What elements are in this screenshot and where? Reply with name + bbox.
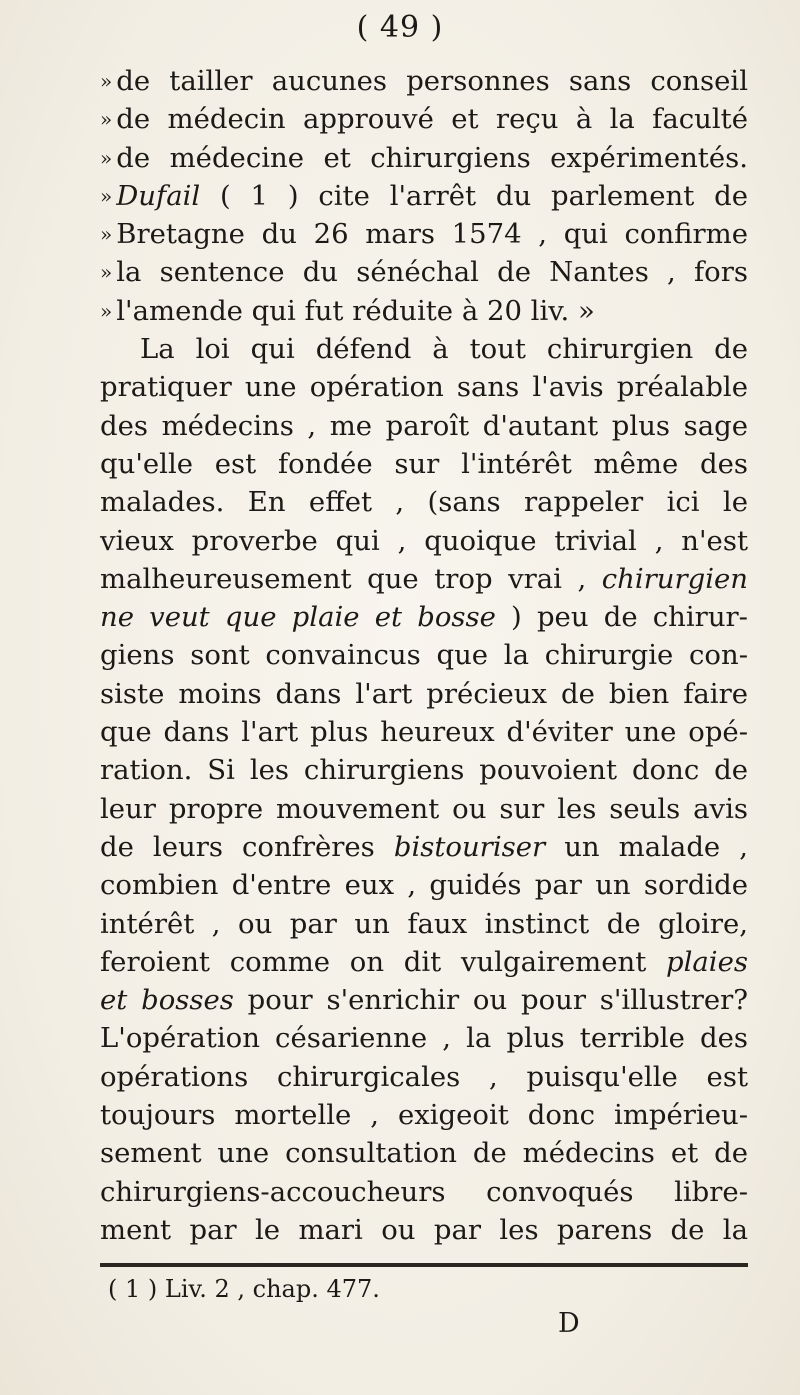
- line-text: et bosses pour s'enrichir ou pour s'illustrer?: [100, 984, 749, 1017]
- line-text: ration. Si les chirurgiens pouvoient donc de: [100, 754, 748, 787]
- line-text: que dans l'art plus heureux d'éviter une opé-: [100, 716, 748, 749]
- text-line: [100, 368, 748, 406]
- text-line: [100, 560, 748, 598]
- text-line: [100, 253, 748, 291]
- text-line: [100, 292, 748, 330]
- text-line: [100, 866, 748, 904]
- quote-mark: »: [100, 298, 113, 323]
- text-line: [100, 1058, 748, 1096]
- line-text: leur propre mouvement ou sur les seuls avis: [100, 792, 748, 825]
- line-text: qu'elle est fondée sur l'intérêt même des: [100, 447, 748, 480]
- line-text: La loi qui défend à tout chirurgien de: [140, 333, 748, 366]
- line-text: L'opération césarienne , la plus terrible des: [100, 1022, 748, 1055]
- quote-mark: »: [100, 107, 113, 132]
- line-text: malades. En effet , (sans rappeler ici le: [100, 486, 748, 519]
- text-line: [100, 636, 748, 674]
- text-line: [100, 177, 748, 215]
- line-text: combien d'entre eux , guidés par un sordide: [100, 869, 748, 902]
- quote-mark: »: [100, 222, 113, 247]
- line-text: ne veut que plaie et bosse ) peu de chirur-: [100, 601, 748, 634]
- line-text: vieux proverbe qui , quoique trivial , n'est: [100, 524, 748, 557]
- line-text: l'amende qui fut réduite à 20 liv. »: [116, 294, 595, 327]
- line-text: des médecins , me paroît d'autant plus sage: [100, 409, 748, 442]
- text-line: [100, 713, 748, 751]
- text-line: [100, 675, 748, 713]
- line-text: feroient comme on dit vulgairement plaies: [100, 945, 748, 978]
- signature-mark: D: [558, 1308, 580, 1339]
- text-line: [100, 1134, 748, 1172]
- text-line: [100, 1019, 748, 1057]
- line-text: la sentence du sénéchal de Nantes , fors: [116, 256, 748, 289]
- line-text: Bretagne du 26 mars 1574 , qui confirme: [116, 218, 748, 251]
- quote-mark: »: [100, 183, 113, 208]
- text-line: [100, 943, 748, 981]
- text-line: [100, 1096, 748, 1134]
- line-text: de leurs confrères bistouriser un malade ,: [100, 830, 748, 863]
- text-line: [100, 1173, 748, 1211]
- body-text: [100, 62, 748, 1249]
- quote-mark: »: [100, 145, 113, 170]
- text-line: [100, 139, 748, 177]
- text-line: [100, 100, 748, 138]
- text-line: [100, 905, 748, 943]
- line-text: Dufail ( 1 ) cite l'arrêt du parlement de: [116, 179, 748, 212]
- text-line: [100, 215, 748, 253]
- line-text: siste moins dans l'art précieux de bien faire: [100, 677, 748, 710]
- text-line: [100, 62, 748, 100]
- quote-mark: »: [100, 69, 113, 93]
- text-line: [100, 522, 748, 560]
- text-line: [100, 330, 748, 368]
- line-text: sement une consultation de médecins et de: [100, 1137, 748, 1170]
- footnote: ( 1 ) Liv. 2 , chap. 477.: [108, 1275, 380, 1303]
- line-text: opérations chirurgicales , puisqu'elle est: [100, 1060, 748, 1093]
- text-line: [100, 598, 748, 636]
- text-line: [100, 445, 748, 483]
- line-text: chirurgiens-accoucheurs convoqués libre-: [100, 1175, 748, 1208]
- text-line: [100, 751, 748, 789]
- line-text: giens sont convaincus que la chirurgie con-: [100, 639, 748, 672]
- text-line: [100, 483, 748, 521]
- text-line: [100, 1211, 748, 1249]
- line-text: malheureusement que trop vrai , chirurgien: [100, 562, 748, 595]
- line-text: de médecine et chirurgiens expérimentés.: [116, 141, 748, 174]
- line-text: de médecin approuvé et reçu à la faculté: [116, 103, 748, 136]
- line-text: ment par le mari ou par les parens de la: [100, 1213, 748, 1246]
- quote-mark: »: [100, 260, 113, 285]
- text-line: [100, 981, 748, 1019]
- page-number: ( 49 ): [356, 10, 444, 45]
- text-line: [100, 790, 748, 828]
- line-text: intérêt , ou par un faux instinct de gloire,: [100, 907, 748, 940]
- line-text: pratiquer une opération sans l'avis préalable: [100, 371, 748, 404]
- text-line: [100, 407, 748, 445]
- text-line: [100, 828, 748, 866]
- line-text: toujours mortelle , exigeoit donc impérieu-: [100, 1099, 748, 1132]
- line-text: de tailler aucunes personnes sans conseil: [116, 65, 748, 97]
- footnote-rule: [100, 1263, 748, 1267]
